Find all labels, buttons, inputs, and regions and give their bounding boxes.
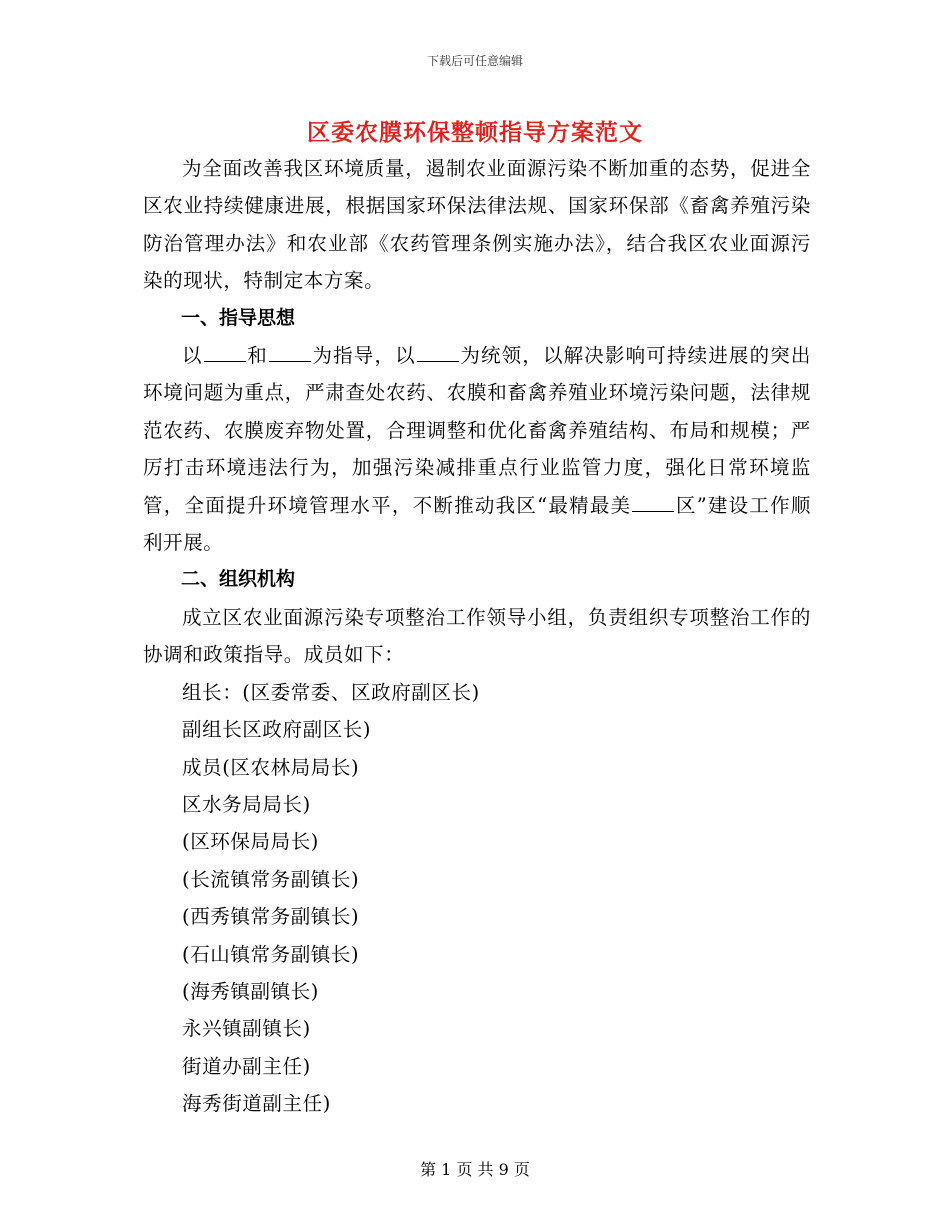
member-line: 海秀街道副主任) [182, 1092, 331, 1116]
intro-paragraph: 为全面改善我区环境质量，遏制农业面源污染不断加重的态势，促进全区农业持续健康进展，根据国家环保法律法规、国家环保部《畜禽养殖污染防治管理办法》和农业部《农药管理条例实施办法》，结合我区农业面源污染的现状，特制定本方案。 [143, 157, 811, 293]
document-body [143, 150, 811, 1123]
member-line: 组长：(区委常委、区政府副区长) [182, 680, 480, 704]
text-fragment: 为指导，以 [311, 344, 416, 368]
member-line: 街道办副主任) [182, 1054, 311, 1078]
member-line: (区环保局局长) [182, 830, 320, 854]
member-line: 区水务局局长) [182, 792, 311, 816]
organization-paragraph: 成立区农业面源污染专项整治工作领导小组，负责组织专项整治工作的协调和政策指导。成员如下： [143, 605, 811, 667]
member-line: (石山镇常务副镇长) [182, 942, 360, 966]
fill-blank [417, 342, 459, 363]
member-line: (海秀镇副镇长) [182, 979, 320, 1003]
fill-blank [269, 342, 311, 363]
text-fragment: 以 [182, 344, 203, 368]
section-heading-organization: 二、组织机构 [181, 568, 296, 591]
fill-blank [632, 491, 674, 512]
member-line: 副组长区政府副区长) [182, 718, 372, 742]
fill-blank [204, 342, 246, 363]
guiding-ideology-paragraph [143, 337, 811, 561]
page-number: 第 1 页 共 9 页 [420, 1160, 530, 1179]
text-fragment: 和 [246, 344, 268, 368]
member-line: (西秀镇常务副镇长) [182, 905, 360, 929]
member-line: (长流镇常务副镇长) [182, 867, 360, 891]
text-fragment: 为统领，以解决影响可持续进展的突出环境问题为重点，严肃查处农药、农膜和畜禽养殖业环境污染问题，法律规范农药、农膜废弃物处置，合理调整和优化畜禽养殖结构、布局和规模；严厉打击环境违法行为，加强污染减排重点行业监管力度，强化日常环境监管，全面提升环境管理水平，不断推动我区“最精最美 [143, 344, 812, 517]
member-line: 成员(区农林局局长) [182, 755, 360, 779]
text-fragment: 区”建设工作顺利开展。 [143, 493, 812, 555]
page-header-note: 下载后可任意编辑 [426, 54, 523, 68]
document-title: 区委农膜环保整顿指导方案范文 [307, 119, 643, 146]
member-line: 永兴镇副镇长) [182, 1017, 311, 1041]
section-heading-guiding-ideology: 一、指导思想 [181, 306, 296, 329]
